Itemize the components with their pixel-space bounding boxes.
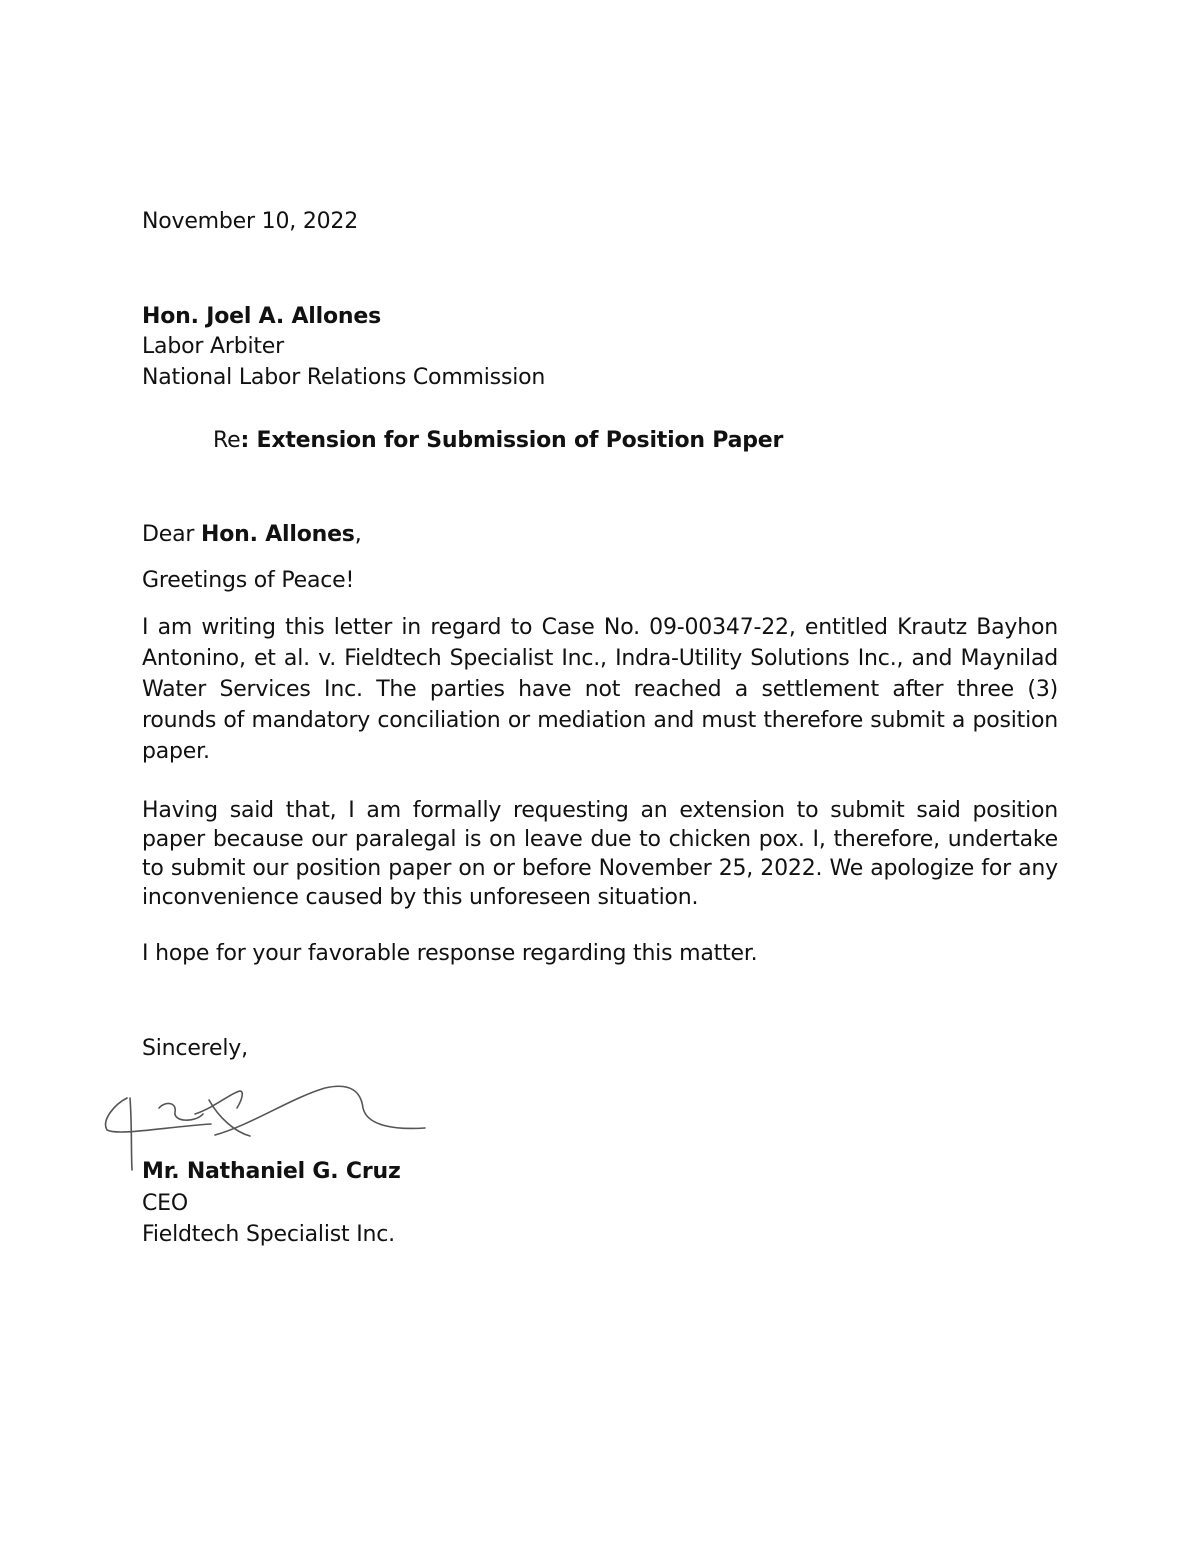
recipient-organization: National Labor Relations Commission [142, 365, 546, 390]
salutation-name: Hon. Allones [201, 522, 355, 547]
body-paragraph-2: Having said that, I am formally requesting an extension to submit said position paper because our paralegal is on leave due to chicken pox. I, therefore, undertake to submit our position paper on or before November 25, 2022. We apologize for any inconvenience caused by this unforeseen situation. [142, 798, 1058, 910]
subject-colon: : [240, 428, 257, 453]
signature-stroke [159, 1103, 203, 1120]
signature-stroke [195, 1091, 242, 1114]
greeting: Greetings of Peace! [142, 568, 355, 593]
recipient-title: Labor Arbiter [142, 334, 284, 359]
signature-stroke [215, 1086, 425, 1135]
body-paragraph-1: I am writing this letter in regard to Case No. 09-00347-22, entitled Krautz Bayhon Antonino, et al. v. Fieldtech Specialist Inc., Indra-Utility Solutions Inc., and Maynilad Water Services Inc. The parties have not reached a settlement after three (3) rounds of mandatory conciliation or mediation and must therefore submit a position paper. [142, 615, 1058, 764]
signatory-company: Fieldtech Specialist Inc. [142, 1222, 395, 1247]
subject-prefix: Re [213, 428, 241, 453]
salutation [142, 519, 362, 550]
letter-date: November 10, 2022 [142, 209, 359, 234]
closing-line: I hope for your favorable response regarding this matter. [142, 941, 758, 966]
subject-text: Extension for Submission of Position Paper [256, 428, 784, 453]
salutation-prefix: Dear [142, 522, 201, 547]
signature-stroke [106, 1098, 211, 1132]
signatory-title: CEO [142, 1191, 188, 1216]
salutation-suffix: , [354, 522, 362, 547]
signatory-name: Mr. Nathaniel G. Cruz [142, 1159, 401, 1184]
recipient-name: Hon. Joel A. Allones [142, 304, 381, 329]
signature-stroke [130, 1098, 132, 1170]
subject-line [213, 425, 783, 456]
sign-off: Sincerely, [142, 1036, 248, 1061]
